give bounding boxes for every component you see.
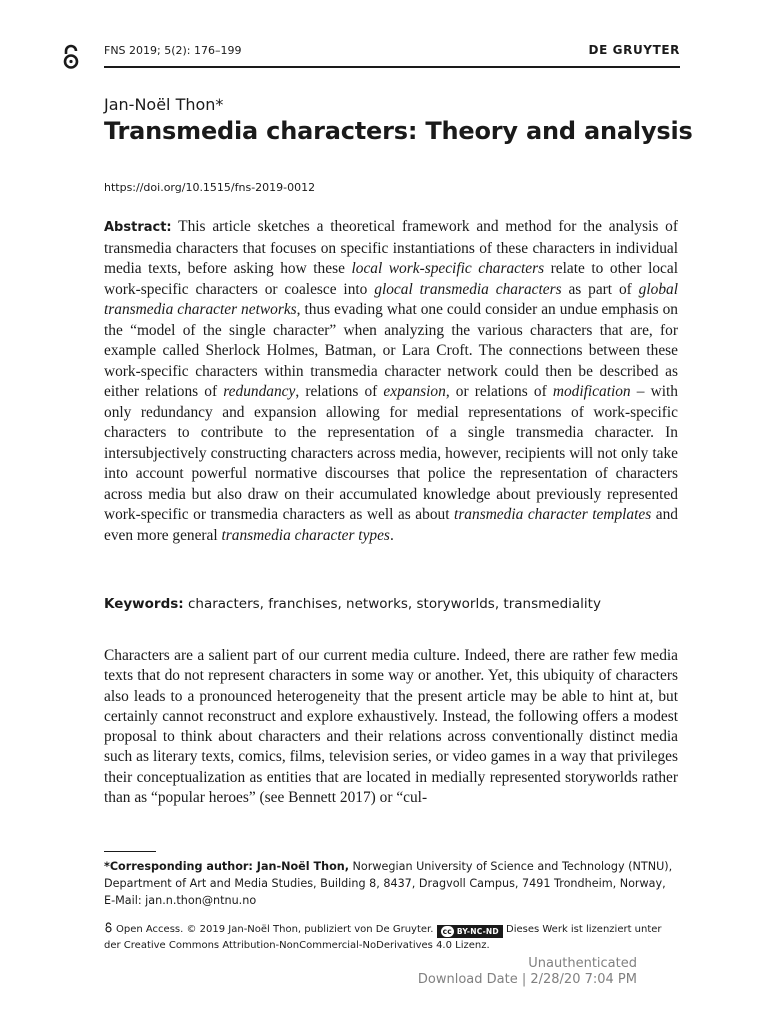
license-text: Open Access. © 2019 Jan-Noël Thon, publiziert von De Gruyter. [116, 924, 434, 935]
license-text: Dieses Werk ist lizenziert unter der Creative Commons Attribution-NonCommercial-NoDerivatives 4.0 Lizenz. [104, 924, 662, 951]
abstract-label: Abstract: [104, 220, 172, 235]
keywords [104, 596, 678, 612]
journal-reference: FNS 2019; 5(2): 176–199 [104, 44, 242, 57]
footnote-rule [104, 851, 156, 852]
creative-commons-icon: cc [442, 927, 452, 936]
body-paragraph: Characters are a salient part of our current media culture. Indeed, there are rather few media texts that do not represent characters in some way or another. Yet, this ubiquity of characters also leads to a pronounced heterogeneity that the present article may be able to hint at, but certainly cannot reconstruct and explore exhaustively. Instead, the following offers a modest proposal to think about characters and their relations across conventionally distinct media such as literary texts, comics, films, television series, or video games in a way that privileges their conceptualization as entities that are located in medially represented storyworlds rather than as “popular heroes” (see Bennett 2017) or “cul- [104, 647, 678, 807]
abstract-text: relate to other local work-specific characters or coalesce into [104, 260, 678, 298]
abstract-text: as part of [561, 280, 639, 298]
abstract-emphasis: modification [552, 383, 631, 400]
abstract-emphasis: transmedia character types [221, 526, 390, 544]
publisher-name: DE GRUYTER [588, 43, 680, 57]
keywords-list: characters, franchises, networks, storyworlds, transmediality [183, 596, 601, 612]
abstract-emphasis: global transmedia character networks [104, 280, 678, 318]
doi-link[interactable]: https://doi.org/10.1515/fns-2019-0012 [104, 181, 316, 194]
article-title: Transmedia characters: Theory and analysis [104, 117, 693, 145]
abstract-text: This article sketches a theoretical framework and method for the analysis of transmedia characters that focuses on specific instantiations of these characters in individual media texts, before asking how these [104, 218, 678, 277]
abstract-emphasis: glocal transmedia characters [374, 280, 562, 298]
stamp-line: Download Date | 2/28/20 7:04 PM [417, 972, 637, 987]
abstract [104, 217, 678, 546]
stamp-line: Unauthenticated [528, 956, 637, 971]
keywords-label: Keywords: [104, 596, 184, 612]
abstract-emphasis: transmedia character templates [454, 506, 652, 523]
footnote-label: *Corresponding author: Jan-Noël Thon, [104, 860, 349, 873]
license-notice [104, 922, 680, 954]
abstract-emphasis: expansion [383, 383, 446, 400]
abstract-text: and even more general [104, 506, 679, 544]
footnote [104, 858, 680, 909]
download-stamp [418, 956, 637, 988]
open-access-icon [60, 44, 82, 70]
header-rule [104, 66, 680, 68]
abstract-text: – with only redundancy and expansion allowing for medial representations of work-specific characters to contribute to the representation of a single transmedia character. In intersubjectively constructing characters across media, however, recipients will not only take into account powerful normative discourses that police the representation of characters across media but also draw on their accumulated knowledge about previously represented work-specific or transmedia characters as well as about [104, 383, 678, 523]
open-access-icon [104, 922, 113, 933]
abstract-text: , relations of [295, 383, 384, 400]
cc-badge-label: BY-NC-ND [456, 927, 499, 936]
abstract-emphasis: redundancy [223, 383, 296, 400]
footnote-text: Norwegian University of Science and Technology (NTNU), Department of Art and Media Studies, Building 8, 8437, Dragvoll Campus, 7491 Trondheim, Norway, E-Mail: jan.n.thon@ntnu.no [104, 860, 673, 907]
abstract-text: . [389, 526, 394, 544]
abstract-text: , or relations of [445, 383, 553, 400]
abstract-emphasis: local work-specific characters [351, 260, 545, 277]
author-name: Jan-Noël Thon* [104, 95, 224, 114]
cc-license-badge[interactable] [437, 925, 503, 938]
abstract-text: , thus evading what one could consider an undue emphasis on the “model of the single character” when analyzing the various characters that are, for example called Sherlock Holmes, Batman, or Lara Croft. The connections between these work-specific characters within transmedia character network could then be described as either relations of [104, 301, 678, 400]
